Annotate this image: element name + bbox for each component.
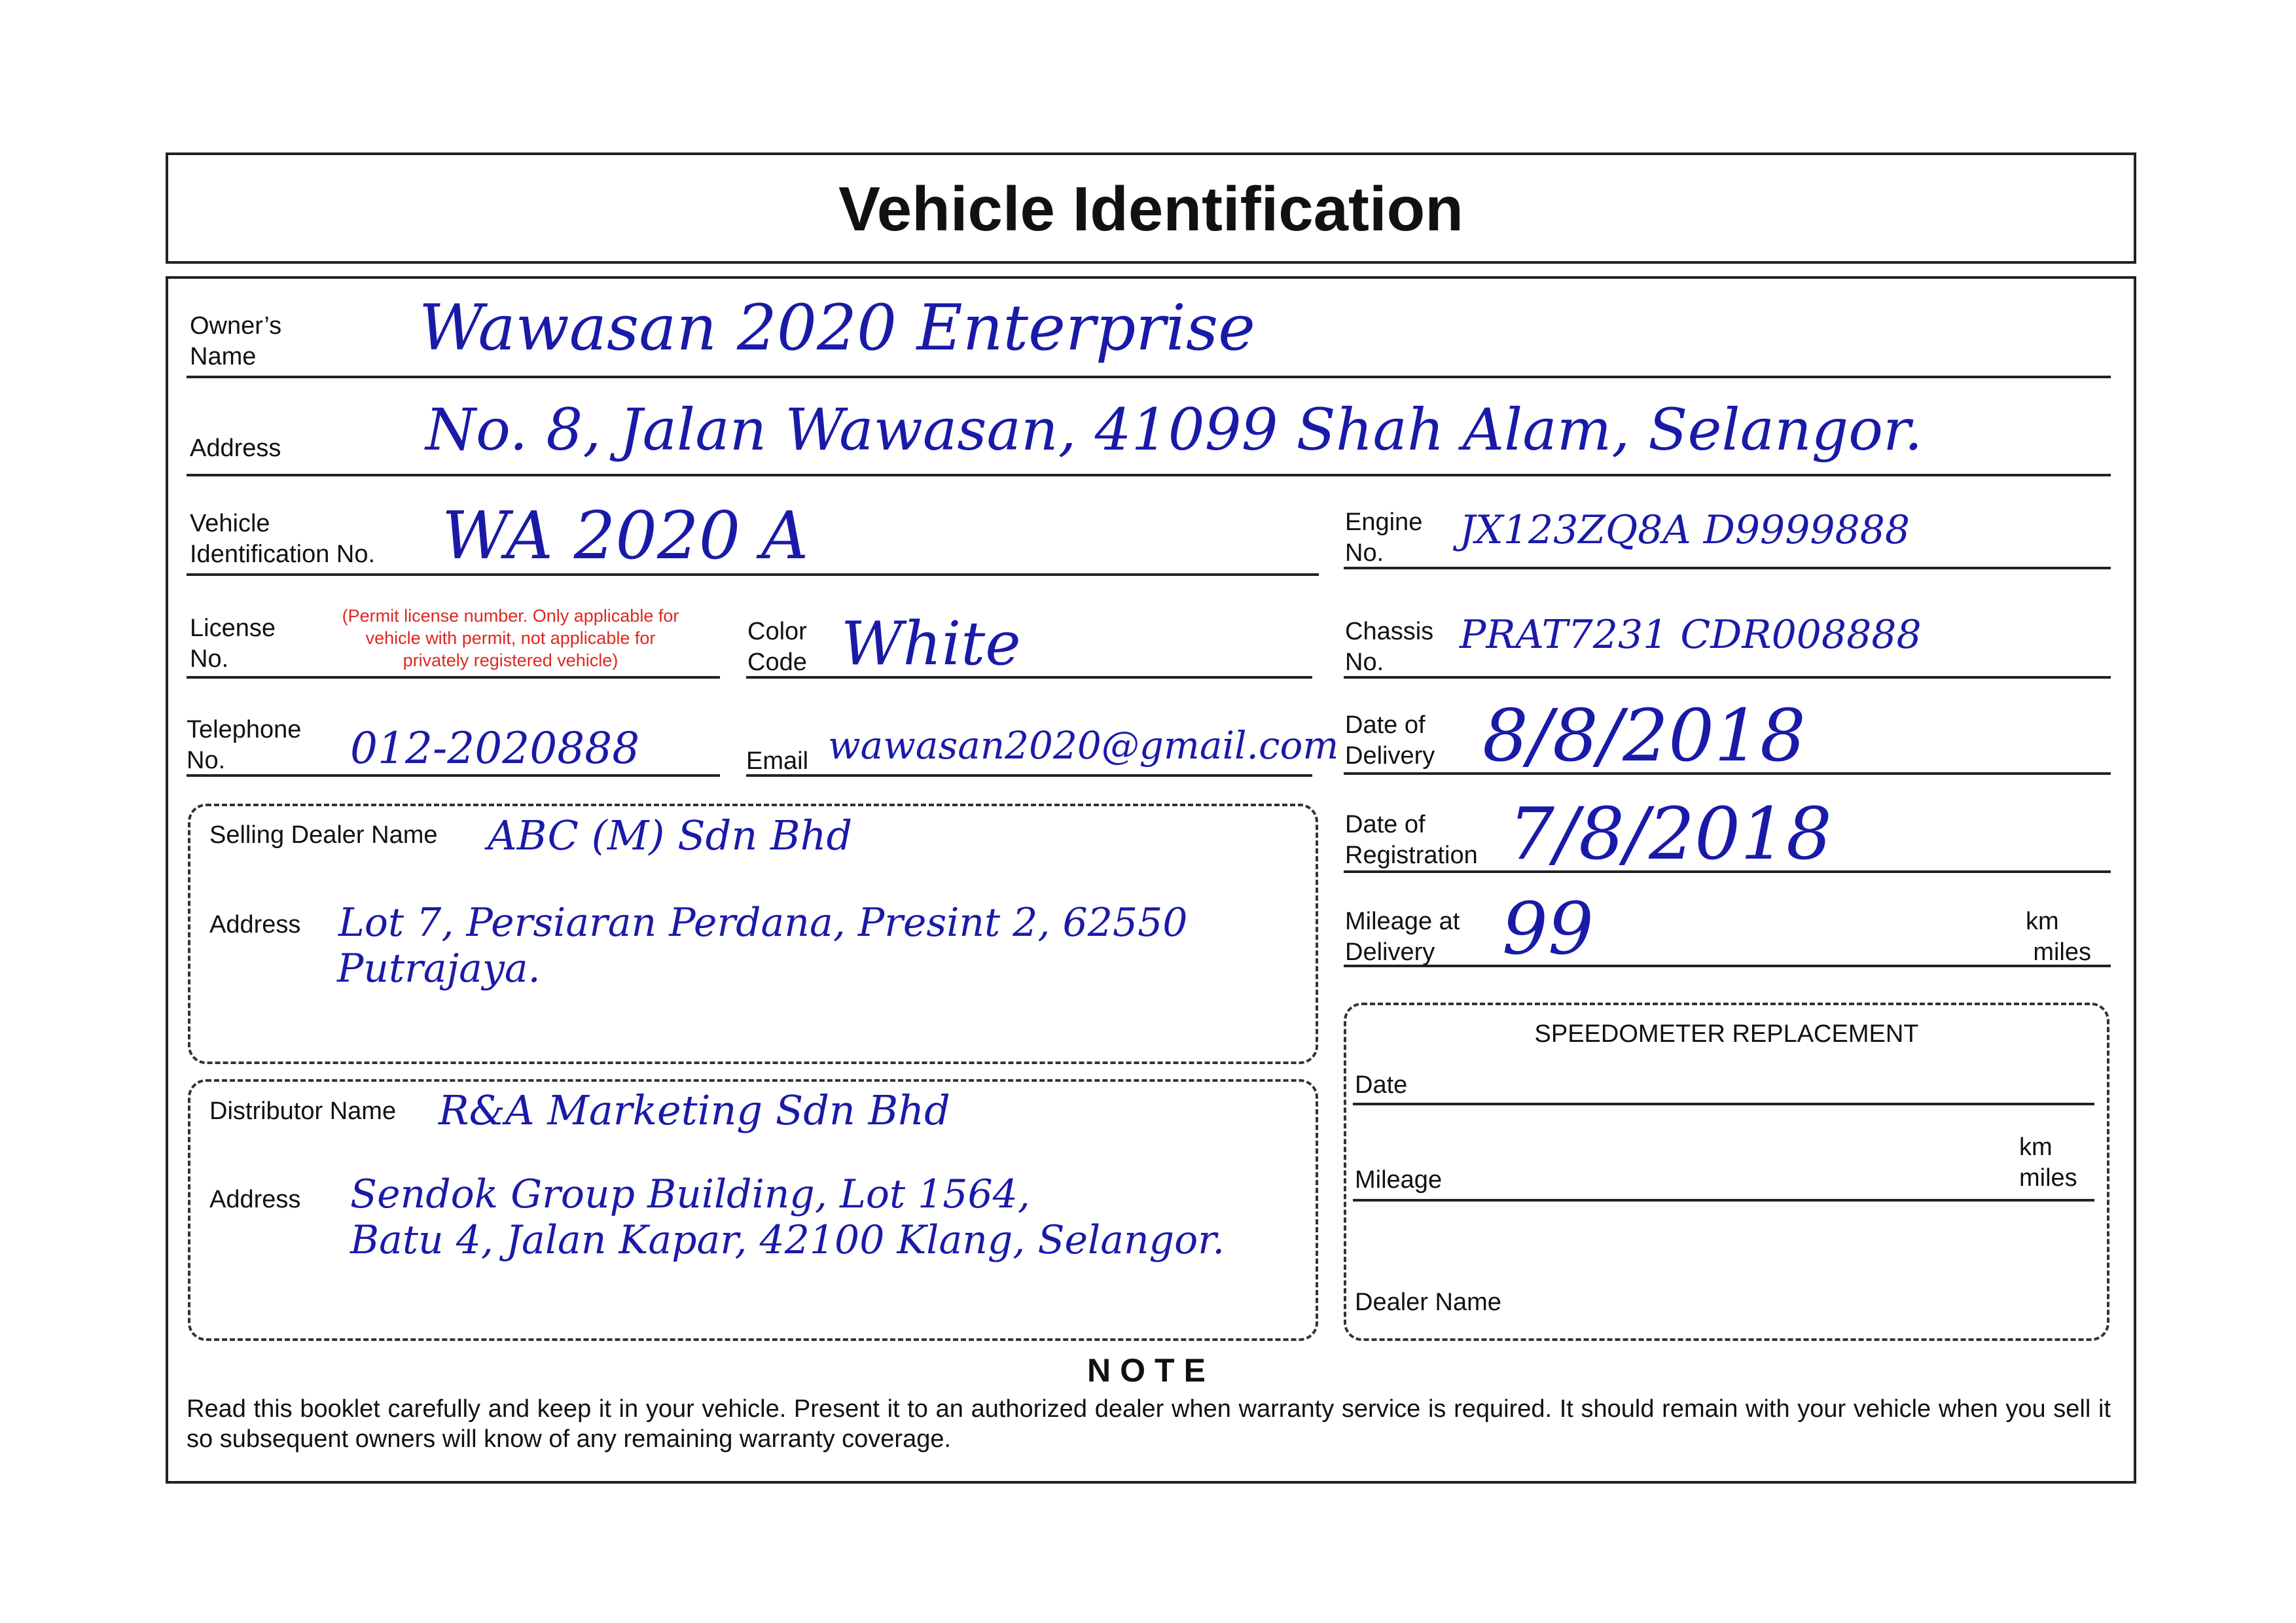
speedometer-heading: SPEEDOMETER REPLACEMENT	[1534, 1020, 1919, 1048]
chassis-label-line1: Chassis	[1345, 618, 1434, 645]
registration-date-line	[1344, 870, 2111, 873]
email-value[interactable]: wawasan2020@gmail.com	[828, 723, 1339, 768]
registration-date-label	[1345, 810, 1478, 871]
delivery-date-label-line2: Delivery	[1345, 742, 1435, 770]
engine-label-line1: Engine	[1345, 508, 1423, 536]
telephone-label-line2: No.	[187, 747, 226, 774]
mileage-unit-miles: miles	[2033, 938, 2091, 966]
license-label	[190, 613, 276, 675]
speedometer-dealer-label: Dealer Name	[1355, 1289, 1501, 1316]
registration-date-label-line1: Date of	[1345, 811, 1426, 838]
mileage-units	[2026, 906, 2091, 968]
note-heading: NOTE	[1087, 1352, 1215, 1389]
distributor-address-line1[interactable]: Sendok Group Building, Lot 1564,	[350, 1171, 1030, 1217]
chassis-value[interactable]: PRAT7231 CDR008888	[1460, 612, 1922, 658]
vin-line	[187, 573, 1319, 576]
speedometer-date-line	[1353, 1103, 2094, 1105]
title-box	[166, 152, 2136, 264]
chassis-label-line2: No.	[1345, 649, 1384, 676]
distributor-name-value[interactable]: R&A Marketing Sdn Bhd	[439, 1086, 950, 1134]
speedometer-unit-km: km	[2019, 1133, 2053, 1161]
color-label	[747, 616, 807, 678]
speedometer-mileage-label: Mileage	[1355, 1166, 1443, 1194]
license-label-line1: License	[190, 615, 276, 642]
owner-label	[190, 311, 281, 372]
selling-dealer-address-line1[interactable]: Lot 7, Persiaran Perdana, Presint 2, 62550	[338, 900, 1188, 946]
vin-value[interactable]: WA 2020 A	[442, 497, 809, 574]
color-value[interactable]: White	[841, 609, 1021, 679]
engine-label-line2: No.	[1345, 539, 1384, 567]
mileage-label	[1345, 906, 1460, 968]
owner-name-line	[187, 376, 2111, 378]
telephone-label	[187, 715, 301, 776]
distributor-name-label: Distributor Name	[209, 1097, 397, 1125]
delivery-date-line	[1344, 772, 2111, 775]
chassis-line	[1344, 676, 2111, 679]
address-line	[187, 474, 2111, 476]
license-line	[187, 676, 720, 679]
email-line	[746, 774, 1312, 777]
registration-date-label-line2: Registration	[1345, 842, 1478, 869]
mileage-line	[1344, 965, 2111, 967]
delivery-date-label-line1: Date of	[1345, 711, 1426, 739]
mileage-value[interactable]: 99	[1502, 887, 1594, 971]
color-label-line2: Code	[747, 649, 807, 676]
engine-value[interactable]: JX123ZQ8A D9999888	[1460, 507, 1910, 553]
vin-label-line1: Vehicle	[190, 510, 270, 537]
owner-label-line2: Name	[190, 343, 257, 370]
distributor-address-label: Address	[209, 1186, 301, 1213]
delivery-date-value[interactable]: 8/8/2018	[1482, 694, 1806, 777]
engine-line	[1344, 567, 2111, 569]
selling-dealer-name-value[interactable]: ABC (M) Sdn Bhd	[488, 812, 853, 859]
note-body: Read this booklet carefully and keep it in your vehicle. Present it to an authorized dealer when warranty service is required. It should remain with your vehicle when you sell it so subsequent owners will know of any remaining warranty coverage.	[187, 1395, 2111, 1453]
owner-label-line1: Owner’s	[190, 312, 282, 340]
color-line	[746, 676, 1312, 679]
speedometer-date-label: Date	[1355, 1071, 1408, 1099]
page-title: Vehicle Identification	[838, 174, 1463, 244]
selling-dealer-name-label: Selling Dealer Name	[209, 821, 438, 849]
vin-label	[190, 508, 375, 570]
color-label-line1: Color	[747, 618, 807, 645]
telephone-value[interactable]: 012-2020888	[350, 723, 640, 774]
license-permit-note: (Permit license number. Only applicable for vehicle with permit, not applicable for privately registered vehicle)	[342, 606, 679, 670]
mileage-label-line1: Mileage at	[1345, 908, 1460, 935]
speedometer-units	[2019, 1132, 2085, 1194]
address-value[interactable]: No. 8, Jalan Wawasan, 41099 Shah Alam, Selangor.	[425, 396, 1923, 463]
vin-label-line2: Identification No.	[190, 541, 376, 568]
delivery-date-label	[1345, 710, 1435, 772]
address-label: Address	[190, 435, 281, 462]
license-label-line2: No.	[190, 645, 229, 673]
mileage-unit-km: km	[2026, 908, 2059, 935]
selling-dealer-address-line2[interactable]: Putrajaya.	[337, 946, 541, 991]
speedometer-mileage-line	[1353, 1199, 2094, 1202]
engine-label	[1345, 507, 1422, 569]
mileage-label-line2: Delivery	[1345, 938, 1435, 966]
registration-date-value[interactable]: 7/8/2018	[1509, 792, 1833, 876]
telephone-line	[187, 774, 720, 777]
selling-dealer-address-label: Address	[209, 911, 301, 938]
speedometer-unit-miles: miles	[2019, 1164, 2077, 1192]
telephone-label-line1: Telephone	[187, 716, 302, 743]
chassis-label	[1345, 616, 1433, 678]
email-label: Email	[746, 747, 809, 775]
owner-name-value[interactable]: Wawasan 2020 Enterprise	[419, 291, 1255, 365]
distributor-address-line2[interactable]: Batu 4, Jalan Kapar, 42100 Klang, Selangor.	[350, 1217, 1225, 1263]
